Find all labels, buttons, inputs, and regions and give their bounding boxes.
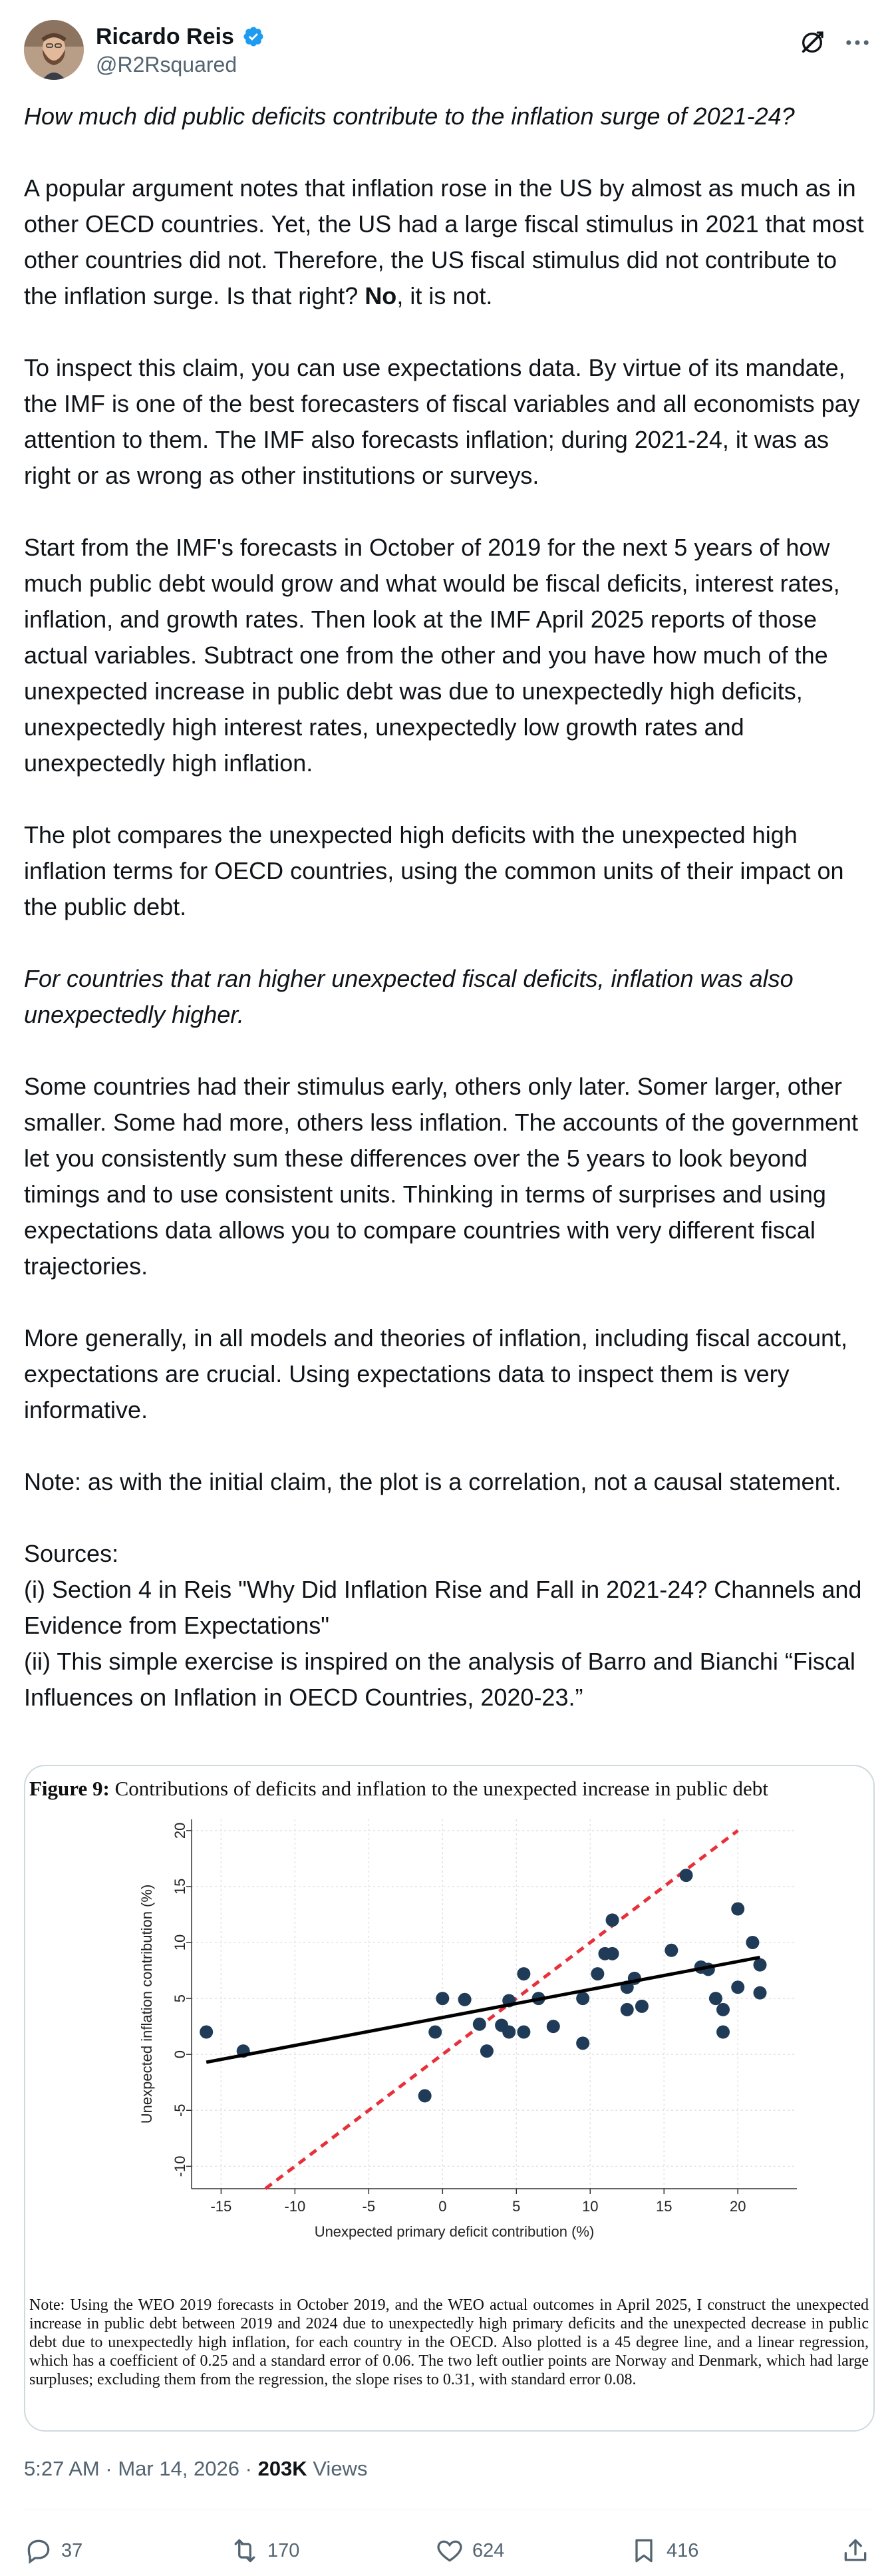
meta-separator-2: · [245, 2457, 252, 2480]
scatter-point [576, 1992, 589, 2005]
scatter-point [709, 1992, 722, 2005]
post-paragraph-6: Some countries had their stimulus early, others only later. Somer larger, other smaller. Some had more, others less inflation. The accounts of the government let you consistently sum these differences over the 5 years to look beyond timings and to use consistent units. Thinking in terms of surprises and using expectations data allows you to compare countries with very different fiscal trajectories. [24, 1073, 858, 1280]
figure-note: Note: Using the WEO 2019 forecasts in October 2019, and the WEO actual outcomes in April 2025, I construct the unexpected increase in public debt between 2019 and 2024 due to unexpectedly high primary deficits and the unexpected decrease in public debt due to unexpectedly high inflation, for each country in the OECD. Also plotted is a 45 degree line, and a linear regression, which has a coefficient of 0.25 and a standard error of 0.06. The two left outlier points are Norway and Denmark, which had large surpluses; excluding them from the regression, the slope rises to 0.31, with standard error 0.08. [29, 2297, 869, 2388]
scatter-point [436, 1992, 449, 2005]
source-2: (ii) This simple exercise is inspired on the analysis of Barro and Bianchi “Fiscal Influences on Inflation in OECD Countries, 2020-23.” [24, 1648, 855, 1711]
scatter-point [517, 1967, 530, 1980]
reply-icon [24, 2536, 53, 2565]
y-tick-label: -10 [171, 2155, 188, 2177]
scatter-point [716, 2003, 730, 2016]
attached-figure[interactable] [24, 1765, 875, 2432]
post-paragraph-5: For countries that ran higher unexpected fiscal deficits, inflation was also unexpectedly higher. [24, 965, 794, 1028]
scatter-point [731, 1903, 744, 1916]
post-text [24, 98, 872, 1716]
x-axis-title: Unexpected primary deficit contribution (%) [314, 2223, 595, 2240]
more-options-icon[interactable] [843, 29, 872, 56]
scatter-point [547, 2020, 560, 2033]
like-count: 624 [472, 2539, 505, 2561]
figure-title-text: Contributions of deficits and inflation to the unexpected increase in public debt [114, 1777, 768, 1800]
sources-label: Sources: [24, 1540, 119, 1567]
scatter-point [635, 2000, 649, 2013]
scatter-point [754, 1986, 767, 2000]
post-date[interactable]: Mar 14, 2026 [118, 2457, 239, 2480]
like-button[interactable] [435, 2534, 504, 2567]
scatter-point [680, 1869, 693, 1882]
share-button[interactable] [841, 2534, 878, 2567]
x-tick-label: 10 [582, 2198, 599, 2215]
y-tick-label: 0 [171, 2050, 188, 2059]
line-45-degree [265, 1831, 738, 2189]
author-names [96, 23, 265, 79]
scatter-point [480, 2044, 494, 2058]
y-tick-label: 15 [171, 1878, 188, 1895]
scatter-point [716, 2026, 730, 2039]
scatter-point [591, 1967, 604, 1980]
post-paragraph-4: The plot compares the unexpected high deficits with the unexpected high inflation terms for OECD countries, using the common units of their impact on the public debt. [24, 821, 844, 920]
views-count: 203K [257, 2457, 307, 2480]
post-paragraph-1 [24, 170, 872, 314]
scatter-point [621, 2003, 634, 2016]
meta-separator: · [105, 2457, 112, 2480]
x-tick-label: 15 [656, 2198, 672, 2215]
x-tick-label: 5 [512, 2198, 521, 2215]
scatter-point [576, 2036, 589, 2050]
share-icon [841, 2536, 870, 2565]
source-1: (i) Section 4 in Reis "Why Did Inflation Rise and Fall in 2021-24? Channels and Evidence from Expectations" [24, 1576, 862, 1639]
views-label: Views [313, 2457, 368, 2480]
scatter-point [606, 1947, 619, 1960]
x-tick-label: -15 [210, 2198, 232, 2215]
grok-icon[interactable] [799, 29, 825, 56]
post-paragraph-3: Start from the IMF's forecasts in October of 2019 for the next 5 years of how much public debt would grow and what would be fiscal deficits, interest rates, inflation, and growth rates. Then look at the IMF April 2025 reports of those actual variables. Subtract one from the other and you have how much of the unexpected increase in public debt was due to unexpectedly high deficits, unexpectedly high interest rates, unexpectedly low growth rates and unexpectedly high inflation. [24, 534, 840, 777]
bookmark-count: 416 [667, 2539, 699, 2561]
post-header [24, 20, 872, 80]
heart-icon [435, 2536, 464, 2565]
scatter-point [517, 2026, 530, 2039]
repost-count: 170 [267, 2539, 300, 2561]
p1-bold: No [365, 282, 397, 309]
x-tick-label: -10 [284, 2198, 306, 2215]
avatar[interactable] [24, 20, 84, 80]
figure-label: Figure 9: [29, 1777, 110, 1800]
scatter-point [418, 2089, 432, 2102]
repost-icon [230, 2536, 259, 2565]
bookmark-icon [629, 2536, 659, 2565]
scatter-point [731, 1980, 744, 1994]
post-question: How much did public deficits contribute to the inflation surge of 2021-24? [24, 102, 795, 130]
scatter-point [502, 2026, 516, 2039]
post-paragraph-7: More generally, in all models and theories of inflation, including fiscal account, expectations are crucial. Using expectations data to inspect them is very informative. [24, 1324, 848, 1423]
p1-tail: , it is not. [396, 282, 493, 309]
scatter-point [200, 2026, 213, 2039]
scatter-point [428, 2026, 442, 2039]
y-tick-label: 10 [171, 1934, 188, 1951]
y-tick-label: -5 [171, 2104, 188, 2117]
p1-text: A popular argument notes that inflation rose in the US by almost as much as in other OECD countries. Yet, the US had a large fiscal stimulus in 2021 that most other countries did not. Therefore, the US fiscal stimulus did not contribute to the inflation surge. Is that right? [24, 174, 864, 309]
author-handle[interactable]: @R2Rsquared [96, 53, 237, 77]
verified-badge-icon [242, 25, 265, 48]
x-tick-label: 20 [729, 2198, 746, 2215]
scatter-point [473, 2018, 486, 2031]
x-tick-label: -5 [362, 2198, 376, 2215]
post-paragraph-2: To inspect this claim, you can use expectations data. By virtue of its mandate, the IMF is one of the best forecasters of fiscal variables and all economists pay attention to them. The IMF also forecasts inflation; during 2021-24, it was as right or as wrong as other institutions or surveys. [24, 354, 860, 489]
repost-button[interactable] [230, 2534, 299, 2567]
scatter-point [606, 1913, 619, 1927]
y-tick-label: 5 [171, 1994, 188, 2003]
figure-title [29, 1777, 867, 1801]
post-meta [24, 2456, 367, 2482]
post-paragraph-8: Note: as with the initial claim, the plot is a correlation, not a causal statement. [24, 1468, 841, 1495]
y-axis-title: Unexpected inflation contribution (%) [138, 1884, 155, 2124]
y-tick-label: 20 [171, 1822, 188, 1839]
scatter-point [458, 1993, 472, 2006]
scatter-chart [25, 1806, 873, 2272]
author-name[interactable]: Ricardo Reis [96, 24, 234, 49]
x-tick-label: 0 [438, 2198, 447, 2215]
reply-count: 37 [61, 2539, 83, 2561]
bookmark-button[interactable] [629, 2534, 698, 2567]
reply-button[interactable] [24, 2534, 82, 2567]
scatter-point [746, 1936, 759, 1949]
scatter-point [665, 1944, 678, 1957]
scatter-point [754, 1958, 767, 1972]
post-time[interactable]: 5:27 AM [24, 2457, 100, 2480]
action-bar [24, 2534, 872, 2567]
